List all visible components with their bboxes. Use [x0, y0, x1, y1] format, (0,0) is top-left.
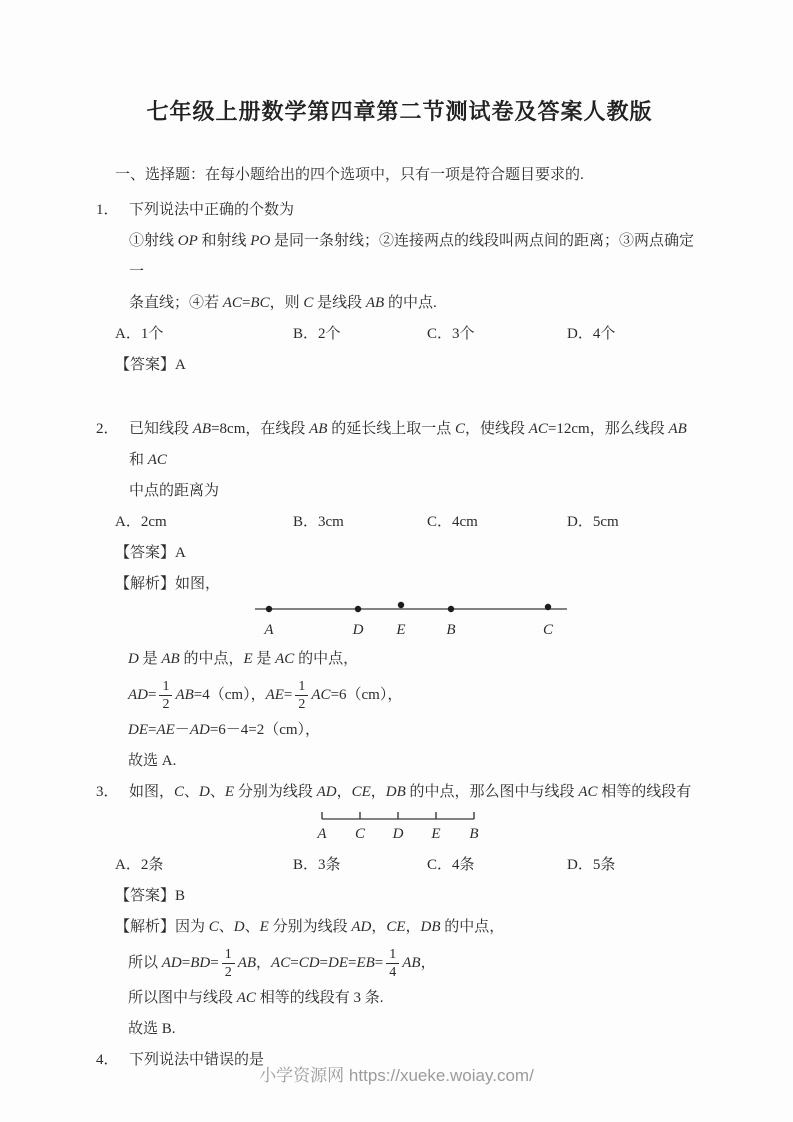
point-dot-d	[355, 606, 361, 612]
q2-answer: 【答案】A	[115, 545, 186, 561]
q2-conclusion: 故选 A.	[128, 753, 177, 769]
q2-number-line-diagram	[96, 600, 703, 644]
q2-option-a: A．2cm	[115, 514, 167, 530]
point-label-a: A	[264, 622, 274, 638]
q2-option-d: D．5cm	[567, 514, 619, 530]
q1-answer: 【答案】A	[115, 357, 186, 373]
seg-label-c: C	[354, 826, 366, 842]
q3-options-row	[115, 850, 703, 881]
q3-option-b: B．3条	[293, 857, 341, 873]
seg-label-e: E	[431, 826, 441, 842]
q2-stem-line-1	[96, 414, 703, 476]
q1-stem-line	[96, 195, 703, 226]
q3-equation-1: 所以 AD=BD= $\frac{1}{2}$ AB，AC=CD=DE=EB= $\frac{1}{4}$ AB，	[128, 947, 436, 981]
q4-stem: 下列说法中错误的是	[129, 1052, 265, 1068]
q1-option-b: B．2个	[293, 326, 341, 342]
q2-analysis-intro: 【解析】如图，	[115, 576, 221, 592]
q1-statement-line-2: 条直线；④若 AC=BC，则 C 是线段 AB 的中点.	[129, 295, 437, 311]
page-footer	[0, 1063, 793, 1089]
q1-stem: 下列说法中正确的个数为	[129, 202, 295, 218]
section-heading: 一、选择题：在每小题给出的四个选项中，只有一项是符合题目要求的.	[115, 167, 584, 183]
q1-option-a: A．1个	[115, 326, 164, 342]
q3-stem: 如图，C、D、E 分别为线段 AD，CE，DB 的中点，那么图中与线段 AC 相等的线段有	[129, 784, 692, 800]
question-1	[96, 195, 703, 381]
q1-statement-line-1: ①射线 OP 和射线 PO 是同一条射线；②连接两点的线段叫两点间的距离；③两点确定一	[129, 233, 695, 280]
question-2	[96, 414, 703, 777]
q1-option-c: C．3个	[427, 326, 475, 342]
q3-option-d: D．5条	[567, 857, 616, 873]
q1-option-d: D．4个	[567, 326, 616, 342]
q2-option-c: C．4cm	[427, 514, 478, 530]
number-line-diagram-svg	[251, 600, 581, 644]
q3-analysis-1: 【解析】因为 C、D、E 分别为线段 AD，CE，DB 的中点，	[115, 919, 505, 935]
q3-stem-line	[96, 777, 703, 808]
q3-option-a: A．2条	[115, 857, 164, 873]
q3-analysis-2: 所以图中与线段 AC 相等的线段有 3 条.	[128, 990, 384, 1006]
q3-answer: 【答案】B	[115, 888, 186, 904]
segment-diagram-svg	[315, 808, 505, 850]
q3-conclusion: 故选 B.	[128, 1021, 176, 1037]
footer-site-name: 小学资源网	[259, 1066, 345, 1085]
q3-option-c: C．4条	[427, 857, 475, 873]
point-label-d: D	[352, 622, 364, 638]
q2-stem-line-2: 中点的距离为	[129, 483, 220, 499]
point-dot-b	[448, 606, 454, 612]
point-dot-a	[266, 606, 272, 612]
q2-number: 2．	[96, 421, 119, 437]
q2-explanation-1: D 是 AB 的中点，E 是 AC 的中点，	[128, 651, 359, 667]
q3-segment-diagram	[96, 808, 703, 850]
footer-url-link[interactable]: https://xueke.woiay.com/	[348, 1066, 534, 1085]
q3-number: 3．	[96, 784, 119, 800]
q1-options-row	[115, 319, 703, 350]
point-label-b: B	[446, 622, 456, 638]
point-dot-e	[398, 602, 404, 608]
q2-options-row	[115, 507, 703, 538]
q2-equation-1: AD= $\frac{1}{2}$ AB=4（cm），AE= $\frac{1}{2}$ AC=6（cm），	[128, 679, 403, 713]
q1-number: 1．	[96, 202, 119, 218]
page-title: 七年级上册数学第四章第二节测试卷及答案人教版	[146, 99, 653, 124]
q2-equation-2: DE=AE－AD=6－4=2（cm），	[128, 722, 321, 738]
q2-stem-1: 已知线段 AB=8cm，在线段 AB 的延长线上取一点 C，使线段 AC=12cm，那么线段 AB 和 AC	[129, 421, 687, 468]
point-label-e: E	[396, 622, 406, 638]
point-dot-c	[545, 604, 551, 610]
seg-label-a: A	[317, 826, 327, 842]
q4-number: 4．	[96, 1052, 119, 1068]
question-3	[96, 777, 703, 1045]
seg-label-b: B	[469, 826, 479, 842]
point-label-c: C	[542, 622, 554, 638]
seg-label-d: D	[392, 826, 404, 842]
q2-option-b: B．3cm	[293, 514, 344, 530]
